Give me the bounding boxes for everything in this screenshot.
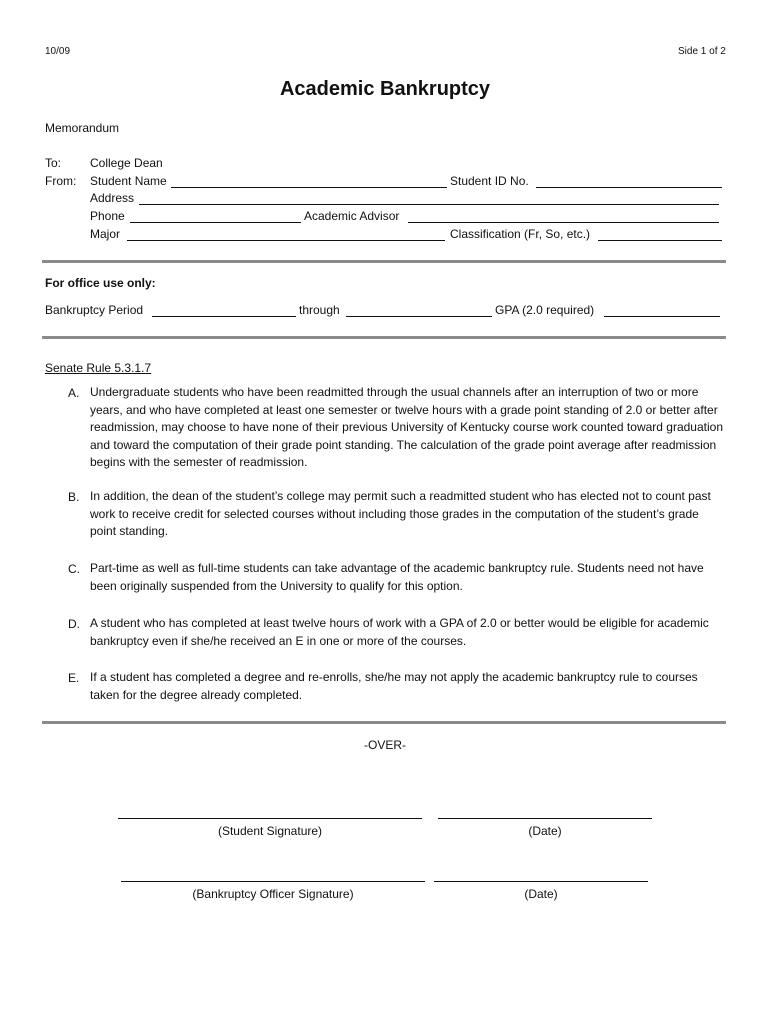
major-field[interactable] (127, 240, 445, 241)
address-field[interactable] (139, 204, 719, 205)
rule-item-letter: D. (68, 617, 80, 631)
phone-label: Phone (90, 209, 125, 223)
rule-item-text: Undergraduate students who have been readmitted through the usual channels after an interruption of two or more years, and who have completed at least one semester or twelve hours with a grade point standing of 2.0 or better after readmission, may choose to have none of their previous University of Kentucky course work counted toward graduation and toward the computation of their grade point standing. The calculation of the grade point average after readmission begins with the semester of readmission. (90, 385, 723, 469)
officer-signature-caption: (Bankruptcy Officer Signature) (192, 887, 354, 901)
rule-item-text: In addition, the dean of the student’s college may permit such a readmitted student who has elected not to count past work to receive credit for selected courses without including those grades in the computation of the student’s grade point standing. (90, 489, 711, 538)
page-indicator: Side 1 of 2 (678, 46, 726, 57)
bankruptcy-period-end-field[interactable] (346, 316, 492, 317)
student-name-label: Student Name (90, 174, 167, 188)
rule-item-text: A student who has completed at least twelve hours of work with a GPA of 2.0 or better would be eligible for academic bankruptcy even if she/he received an E in one or more of the courses. (90, 616, 709, 648)
from-label: From: (45, 174, 77, 188)
divider-middle (42, 336, 726, 339)
revision-date: 10/09 (45, 46, 71, 57)
date-field-2[interactable] (434, 881, 648, 882)
bankruptcy-period-start-field[interactable] (152, 316, 296, 317)
student-id-field[interactable] (536, 187, 722, 188)
to-label: To: (45, 156, 62, 170)
date-caption-2: (Date) (524, 887, 558, 901)
rule-item-letter: A. (68, 386, 80, 400)
phone-field[interactable] (130, 222, 301, 223)
office-use-heading: For office use only: (45, 276, 156, 290)
page-title: Academic Bankruptcy (279, 78, 491, 100)
classification-field[interactable] (598, 240, 722, 241)
rule-item-letter: E. (68, 671, 80, 685)
major-label: Major (90, 227, 121, 241)
academic-advisor-field[interactable] (408, 222, 719, 223)
senate-rule-title: Senate Rule 5.3.1.7 (45, 361, 152, 375)
gpa-label: GPA (2.0 required) (495, 303, 595, 317)
student-signature-field[interactable] (118, 818, 422, 819)
student-id-label: Student ID No. (450, 174, 529, 188)
over-marker: -OVER- (364, 738, 406, 752)
student-signature-caption: (Student Signature) (217, 824, 323, 838)
address-label: Address (90, 191, 135, 205)
academic-advisor-label: Academic Advisor (304, 209, 400, 223)
bankruptcy-period-label: Bankruptcy Period (45, 303, 144, 317)
rule-item-letter: C. (68, 562, 80, 576)
rule-item-letter: B. (68, 490, 80, 504)
date-field-1[interactable] (438, 818, 652, 819)
student-name-field[interactable] (171, 187, 447, 188)
divider-top (42, 260, 726, 263)
through-label: through (299, 303, 340, 317)
gpa-field[interactable] (604, 316, 720, 317)
officer-signature-field[interactable] (121, 881, 425, 882)
date-caption-1: (Date) (528, 824, 562, 838)
rule-item-text: Part-time as well as full-time students can take advantage of the academic bankruptcy rule. Students need not have been originally suspended from the University to qualify for this option. (90, 561, 704, 593)
memo-label: Memorandum (45, 121, 120, 135)
to-value: College Dean (90, 156, 163, 170)
divider-bottom (42, 721, 726, 724)
rule-item-text: If a student has completed a degree and re-enrolls, she/he may not apply the academic bankruptcy rule to courses taken for the degree already completed. (90, 670, 698, 702)
classification-label: Classification (Fr, So, etc.) (450, 227, 591, 241)
